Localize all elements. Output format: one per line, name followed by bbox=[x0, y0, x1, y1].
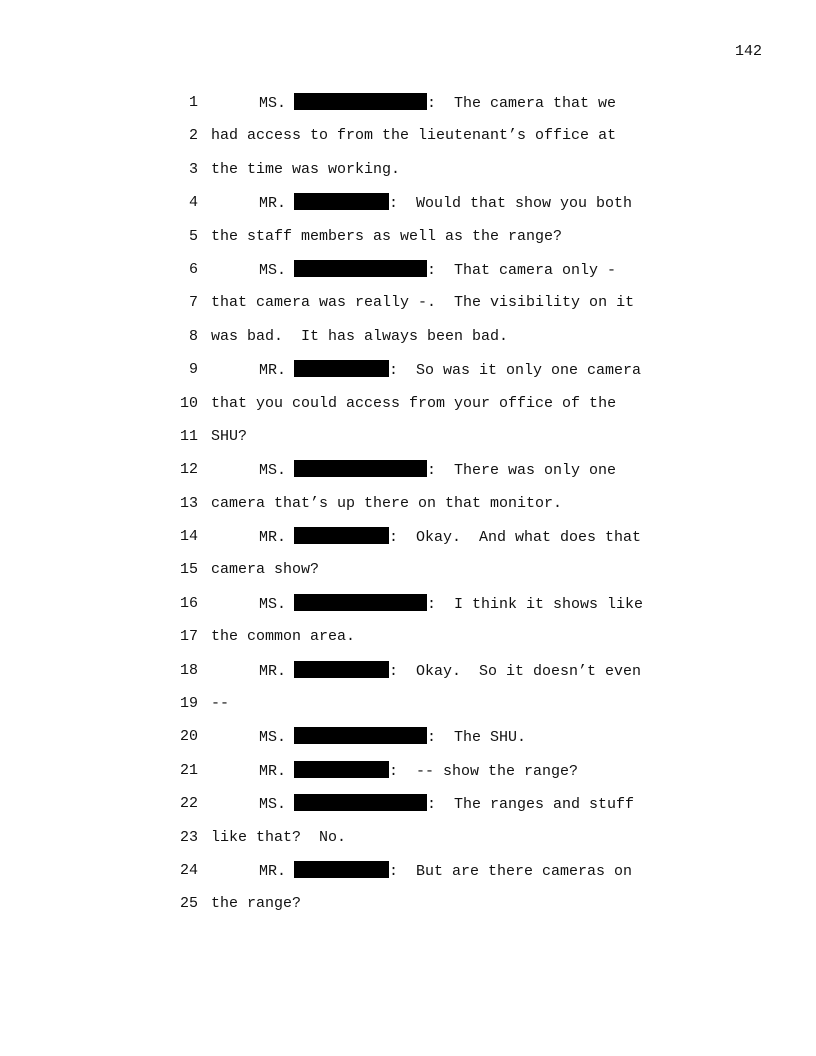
transcript-line bbox=[0, 93, 816, 126]
line-number: 1 bbox=[188, 94, 198, 111]
line-number: 3 bbox=[188, 160, 198, 178]
line-text bbox=[211, 327, 508, 347]
line-number: 20 bbox=[179, 728, 198, 746]
transcript-line bbox=[0, 293, 816, 326]
redaction-bar bbox=[294, 527, 389, 544]
spoken-text: : I think it shows like bbox=[427, 595, 644, 613]
line-number: 9 bbox=[188, 361, 198, 379]
speaker-label: MR. bbox=[259, 762, 287, 780]
line-text bbox=[259, 93, 616, 114]
spoken-text: the range? bbox=[211, 895, 302, 913]
speaker-label: MS. bbox=[259, 595, 287, 613]
line-text bbox=[211, 160, 400, 180]
transcript-line bbox=[0, 227, 816, 260]
transcript-line bbox=[0, 627, 816, 660]
spoken-text: : The ranges and stuff bbox=[427, 796, 635, 814]
line-text bbox=[259, 727, 526, 748]
line-number: 21 bbox=[179, 761, 198, 779]
spoken-text: the time was working. bbox=[211, 160, 401, 178]
redaction-bar bbox=[294, 360, 389, 377]
speaker-label: MR. bbox=[259, 362, 287, 380]
spoken-text: : The SHU. bbox=[427, 729, 527, 747]
transcript-line bbox=[0, 894, 816, 927]
transcript-line bbox=[0, 327, 816, 360]
line-text bbox=[211, 126, 616, 146]
spoken-text: : Okay. So it doesn’t even bbox=[389, 662, 642, 680]
redaction-bar bbox=[294, 661, 389, 678]
speaker-label: MS. bbox=[259, 95, 287, 112]
redaction-bar bbox=[294, 861, 389, 878]
line-text bbox=[211, 293, 634, 313]
line-text bbox=[211, 828, 346, 848]
transcript-line bbox=[0, 460, 816, 493]
line-number: 18 bbox=[179, 661, 198, 679]
spoken-text: camera show? bbox=[211, 561, 320, 579]
line-text bbox=[211, 427, 247, 447]
spoken-text: : Okay. And what does that bbox=[389, 529, 642, 547]
line-text bbox=[259, 761, 578, 782]
redaction-bar bbox=[294, 727, 427, 744]
redaction-bar bbox=[294, 460, 427, 477]
line-number: 14 bbox=[179, 528, 198, 546]
transcript-line bbox=[0, 126, 816, 159]
spoken-text: : That camera only - bbox=[427, 261, 617, 279]
transcript-line bbox=[0, 494, 816, 527]
spoken-text: SHU? bbox=[211, 427, 248, 445]
transcript-line bbox=[0, 694, 816, 727]
line-text bbox=[259, 260, 616, 281]
transcript-line bbox=[0, 727, 816, 760]
line-number: 13 bbox=[179, 494, 198, 512]
line-text bbox=[211, 394, 616, 414]
line-text bbox=[259, 193, 632, 214]
spoken-text: : But are there cameras on bbox=[389, 862, 633, 880]
speaker-label: MR. bbox=[259, 662, 287, 680]
transcript-line bbox=[0, 761, 816, 794]
spoken-text: : Would that show you both bbox=[389, 195, 633, 213]
line-number: 12 bbox=[179, 461, 198, 479]
line-number: 6 bbox=[188, 260, 198, 278]
transcript-line bbox=[0, 360, 816, 393]
line-number: 25 bbox=[179, 895, 198, 913]
spoken-text: that you could access from your office of the bbox=[211, 394, 617, 412]
line-text bbox=[259, 360, 641, 381]
line-text bbox=[259, 527, 641, 548]
speaker-label: MS. bbox=[259, 261, 287, 279]
spoken-text: like that? No. bbox=[211, 828, 347, 846]
line-text bbox=[211, 227, 562, 247]
line-text bbox=[259, 594, 643, 615]
line-number: 22 bbox=[179, 795, 198, 813]
spoken-text: the staff members as well as the range? bbox=[211, 227, 563, 245]
line-number: 7 bbox=[188, 294, 198, 312]
spoken-text: that camera was really -. The visibility on it bbox=[211, 294, 635, 312]
line-number: 10 bbox=[179, 394, 198, 412]
page-number: 142 bbox=[734, 43, 762, 60]
spoken-text: : There was only one bbox=[427, 462, 617, 480]
line-number: 24 bbox=[179, 861, 198, 879]
spoken-text: : So was it only one camera bbox=[389, 362, 642, 380]
line-text bbox=[211, 560, 319, 580]
transcript-line bbox=[0, 661, 816, 694]
speaker-label: MR. bbox=[259, 862, 287, 880]
transcript-line bbox=[0, 861, 816, 894]
redaction-bar bbox=[294, 260, 427, 277]
spoken-text: the common area. bbox=[211, 628, 356, 646]
redaction-bar bbox=[294, 193, 389, 210]
transcript-line bbox=[0, 394, 816, 427]
transcript-line bbox=[0, 260, 816, 293]
transcript-body bbox=[0, 93, 816, 928]
redaction-bar bbox=[294, 594, 427, 611]
redaction-bar bbox=[294, 794, 427, 811]
transcript-line bbox=[0, 560, 816, 593]
line-text bbox=[211, 627, 355, 647]
line-text bbox=[259, 460, 616, 481]
transcript-line bbox=[0, 193, 816, 226]
line-number: 8 bbox=[188, 327, 198, 345]
transcript-line bbox=[0, 794, 816, 827]
spoken-text: was bad. It has always been bad. bbox=[211, 327, 509, 345]
spoken-text: : The camera that we bbox=[427, 95, 617, 112]
line-number: 11 bbox=[179, 427, 198, 445]
transcript-line bbox=[0, 828, 816, 861]
transcript-line bbox=[0, 160, 816, 193]
line-text bbox=[211, 894, 301, 914]
spoken-text: camera that’s up there on that monitor. bbox=[211, 494, 563, 512]
line-number: 2 bbox=[188, 127, 198, 145]
transcript-line bbox=[0, 594, 816, 627]
line-text bbox=[259, 861, 632, 882]
speaker-label: MS. bbox=[259, 462, 287, 480]
line-number: 5 bbox=[188, 227, 198, 245]
spoken-text: : -- show the range? bbox=[389, 762, 579, 780]
line-number: 16 bbox=[179, 594, 198, 612]
line-text bbox=[211, 694, 229, 714]
redaction-bar bbox=[294, 93, 427, 110]
redaction-bar bbox=[294, 761, 389, 778]
speaker-label: MS. bbox=[259, 796, 287, 814]
speaker-label: MS. bbox=[259, 729, 287, 747]
transcript-line bbox=[0, 427, 816, 460]
line-text bbox=[259, 794, 634, 815]
spoken-text: had access to from the lieutenant’s office at bbox=[211, 127, 617, 145]
spoken-text: -- bbox=[211, 695, 230, 713]
line-number: 19 bbox=[179, 695, 198, 713]
speaker-label: MR. bbox=[259, 195, 287, 213]
transcript-line bbox=[0, 527, 816, 560]
line-number: 15 bbox=[179, 561, 198, 579]
line-number: 4 bbox=[188, 194, 198, 212]
line-text bbox=[211, 494, 562, 514]
line-number: 23 bbox=[179, 828, 198, 846]
speaker-label: MR. bbox=[259, 529, 287, 547]
line-number: 17 bbox=[179, 628, 198, 646]
line-text bbox=[259, 661, 641, 682]
